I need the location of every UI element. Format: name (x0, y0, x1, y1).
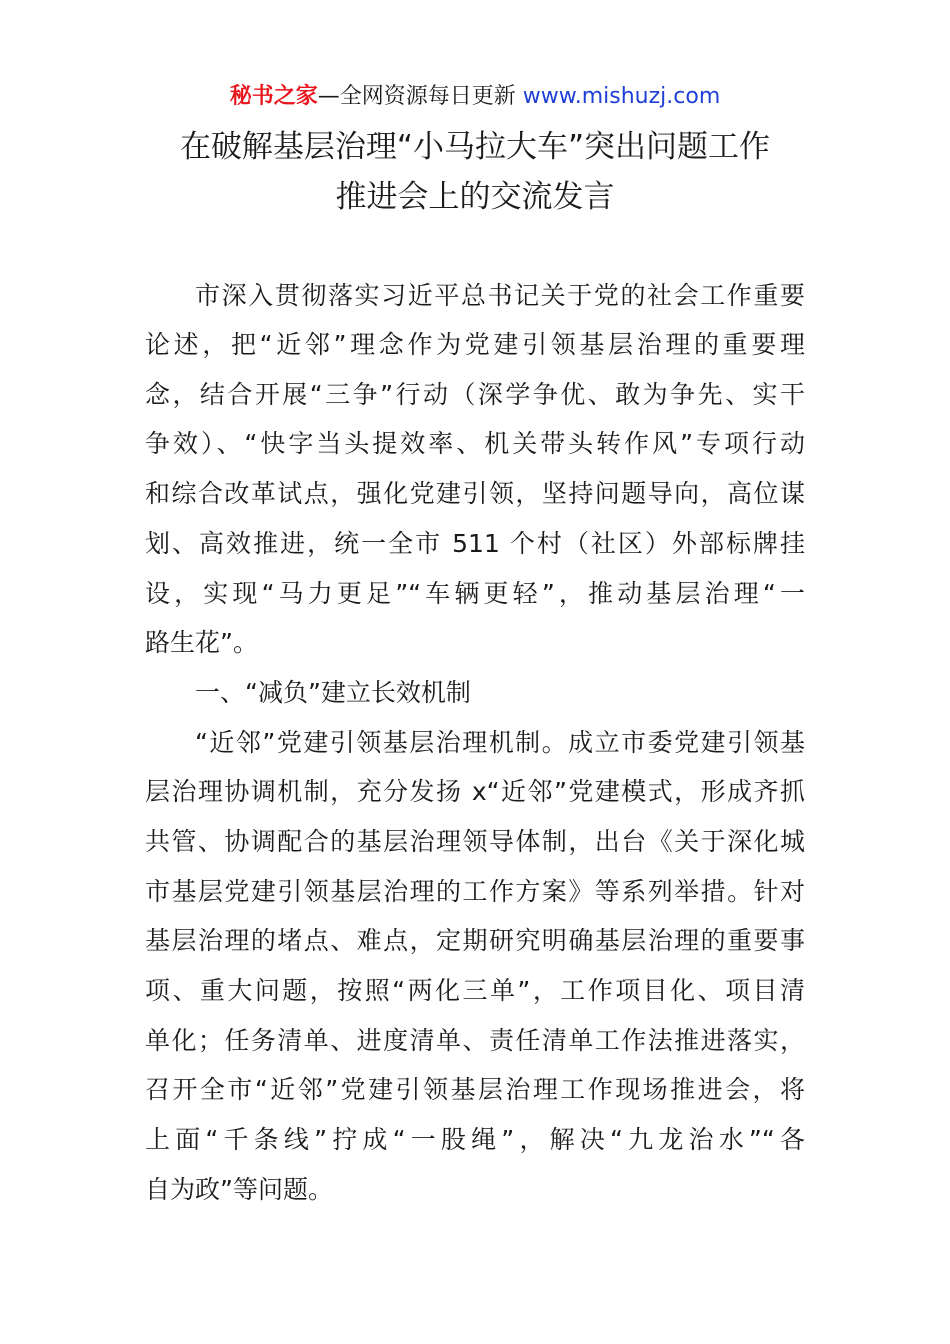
paragraph-line: 争效）、“快字当头提效率、机关带头转作风”专项行动 (145, 429, 805, 458)
paragraph-line: 层治理协调机制，充分发扬 x“近邻”党建模式，形成齐抓 (145, 777, 805, 806)
paragraph-line: 路生花”。 (145, 628, 258, 657)
paragraph-line: 自为政”等问题。 (145, 1175, 333, 1204)
paragraph-line: 论述，把“近邻”理念作为党建引领基层治理的重要理 (145, 330, 805, 359)
paragraph-line: 和综合改革试点，强化党建引领，坚持问题导向，高位谋 (145, 479, 805, 508)
header-tagline: —全网资源每日更新 (317, 84, 516, 109)
paragraph-line: 市深入贯彻落实习近平总书记关于党的社会工作重要 (195, 281, 805, 310)
site-url[interactable]: www.mishuzj.com (522, 84, 721, 109)
paragraph-line: 上面“千条线”拧成“一股绳”，解决“九龙治水”“各 (145, 1125, 805, 1154)
paragraph-line: 划、高效推进，统一全市 511 个村（社区）外部标牌挂 (145, 529, 805, 558)
paragraph-line: 单化；任务清单、进度清单、责任清单工作法推进落实， (145, 1026, 805, 1055)
site-header (0, 80, 950, 114)
brand-name: 秘书之家 (229, 84, 318, 109)
paragraph-line: 设，实现“马力更足”“车辆更轻”，推动基层治理“一 (145, 579, 805, 608)
paragraph-line: “近邻”党建引领基层治理机制。成立市委党建引领基 (195, 728, 805, 757)
paragraph-line: 项、重大问题，按照“两化三单”，工作项目化、项目清 (145, 976, 805, 1005)
paragraph-line: 市基层党建引领基层治理的工作方案》等系列举措。针对 (145, 877, 805, 906)
section-heading: 一、“减负”建立长效机制 (195, 678, 471, 707)
paragraph-line: 召开全市“近邻”党建引领基层治理工作现场推进会，将 (145, 1075, 805, 1104)
paragraph-line: 共管、协调配合的基层治理领导体制，出台《关于深化城 (145, 827, 805, 856)
document-title-line-2: 推进会上的交流发言 (335, 179, 615, 215)
document-title-line-1: 在破解基层治理“小马拉大车”突出问题工作 (179, 129, 771, 165)
paragraph-line: 基层治理的堵点、难点，定期研究明确基层治理的重要事 (145, 926, 805, 955)
paragraph-line: 念，结合开展“三争”行动（深学争优、敢为争先、实干 (145, 380, 805, 409)
